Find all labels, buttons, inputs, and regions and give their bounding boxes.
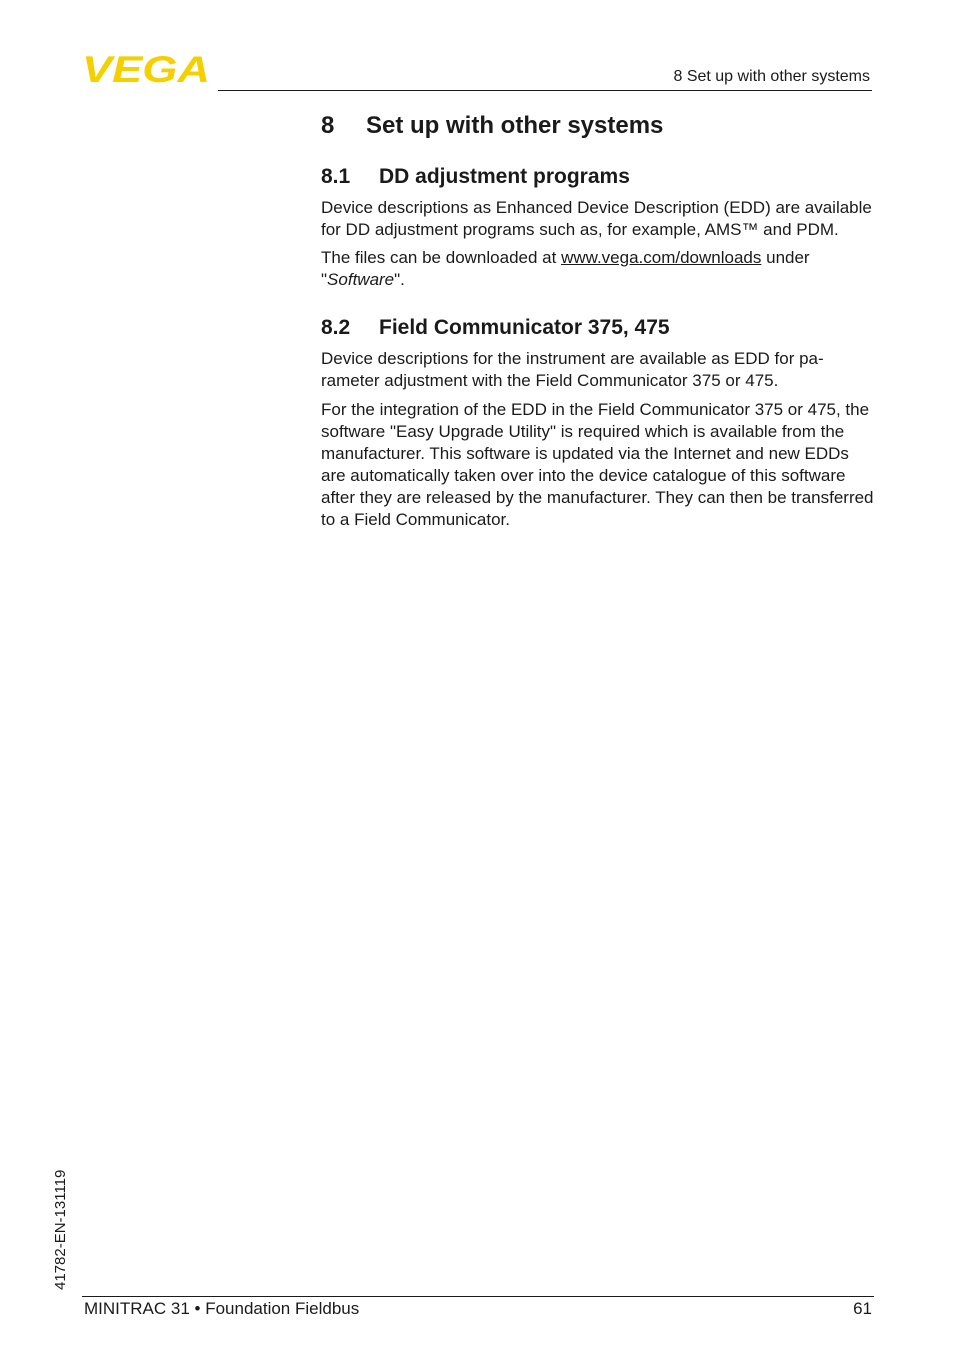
header-section-ref: 8 Set up with other systems [673,68,870,85]
text-span: ". [394,270,405,289]
paragraph: Device descriptions for the instrument are available as EDD for pa-rameter adjustment with the Field Communicator 375 or 475. [321,349,824,390]
paragraph-downloads [321,247,874,291]
paragraph: For the integration of the EDD in the Field Communicator 375 or 475, the software "Easy Upgrade Utility" is required which is available from the manufacturer. This software is updated via the Internet and new EDDs are automatically taken over into the device catalogue of this software after they are released by the manufacturer. They can then be transferred to a Field Communicator. [321,400,874,529]
chapter-heading [321,110,874,142]
header-divider [218,90,872,91]
chapter-number: 8 [321,112,335,139]
section-title: Field Communicator 375, 475 [379,316,670,339]
footer-product: MINITRAC 31 • Foundation Fieldbus [84,1299,360,1318]
downloads-link[interactable]: www.vega.com/downloads [561,248,762,267]
section-heading-8-2 [321,314,874,342]
text-span: The files can be downloaded at [321,248,562,267]
section-number: 8.1 [321,165,351,188]
section-title: DD adjustment programs [379,165,630,188]
footer-divider [82,1296,874,1297]
section-heading-8-1 [321,163,874,191]
text-span: under " [321,248,810,289]
section-number: 8.2 [321,316,351,339]
page-content [321,110,874,531]
paragraph: Device descriptions as Enhanced Device Description (EDD) are available for DD adjustment programs such as, for example, AMS™ and PDM. [321,198,872,239]
svg-text:VEGA: VEGA [82,52,210,84]
document-code: 41782-EN-131119 [52,1169,69,1290]
page-number: 61 [853,1299,872,1318]
software-emphasis: Software [327,270,395,289]
chapter-title: Set up with other systems [366,112,664,139]
vega-logo [82,52,212,84]
